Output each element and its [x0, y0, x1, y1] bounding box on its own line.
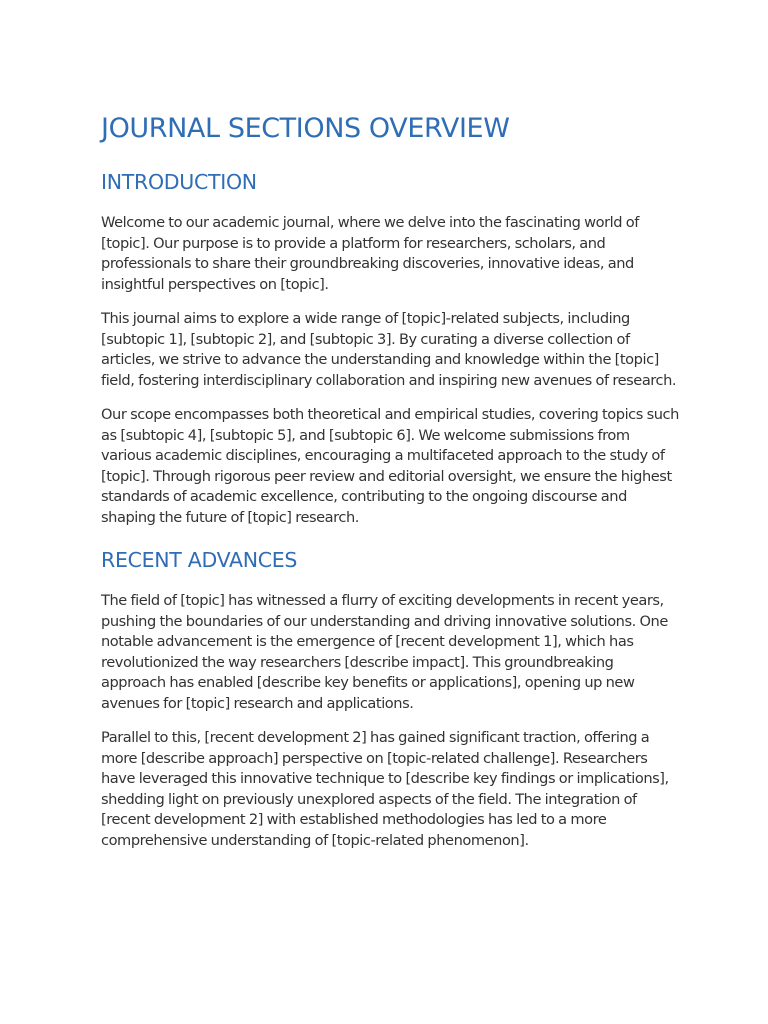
introduction-paragraph-3: Our scope encompasses both theoretical and empirical studies, covering topics such as [subtopic 4], [subtopic 5], and [subtopic 6]. We welcome submissions from various academic disciplines, encouraging a multifaceted approach to the study of [topic]. Through rigorous peer review and editorial oversight, we ensure the highest standards of academic excellence, contributing to the ongoing discourse and shaping the future of [topic] research. — [101, 406, 679, 526]
section-heading-introduction: INTRODUCTION — [101, 170, 257, 194]
introduction-paragraph-1: Welcome to our academic journal, where we delve into the fascinating world of [topic]. Our purpose is to provide a platform for researchers, scholars, and professionals to share their groundbreaking discoveries, innovative ideas, and insightful perspectives on [topic]. — [101, 214, 639, 293]
document-title: JOURNAL SECTIONS OVERVIEW — [101, 113, 510, 144]
introduction-paragraph-2: This journal aims to explore a wide range of [topic]-related subjects, including [subtopic 1], [subtopic 2], and [subtopic 3]. By curating a diverse collection of articles, we strive to advance the understanding and knowledge within the [topic] field, fostering interdisciplinary collaboration and inspiring new avenues of research. — [101, 310, 677, 389]
recent-advances-paragraph-2: Parallel to this, [recent development 2] has gained significant traction, offering a more [describe approach] perspective on [topic-related challenge]. Researchers have leveraged this innovative technique to [describe key findings or implications], shedding light on previously unexplored aspects of the field. The integration of [recent development 2] with established methodologies has led to a more comprehensive understanding of [topic-related phenomenon]. — [101, 729, 669, 849]
document-page — [101, 112, 681, 851]
recent-advances-paragraph-1: The field of [topic] has witnessed a flurry of exciting developments in recent years, pushing the boundaries of our understanding and driving innovative solutions. One notable advancement is the emergence of [recent development 1], which has revolutionized the way researchers [describe impact]. This groundbreaking approach has enabled [describe key benefits or applications], opening up new avenues for [topic] research and applications. — [101, 592, 668, 712]
section-heading-recent-advances: RECENT ADVANCES — [101, 548, 298, 572]
